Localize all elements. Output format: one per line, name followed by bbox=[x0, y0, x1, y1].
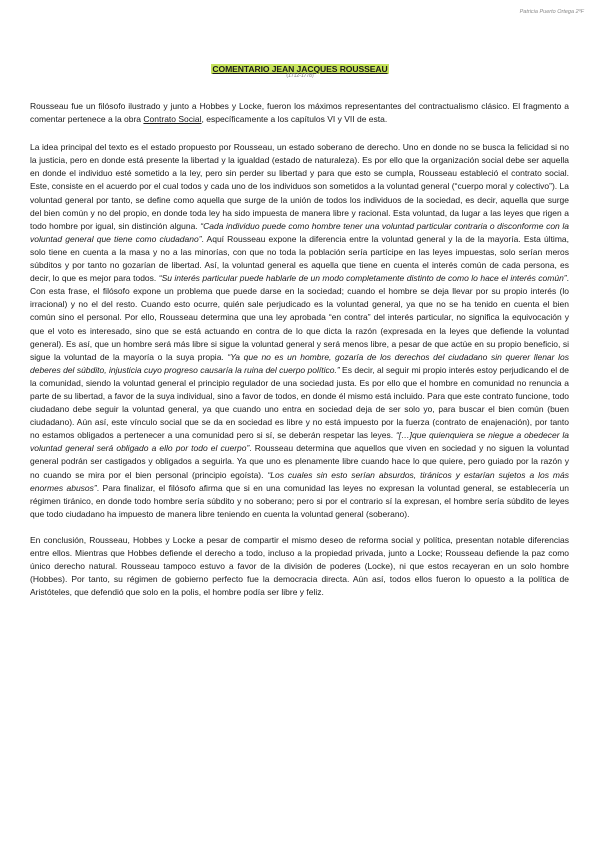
quote-3: “Ya que no es un hombre, gozaría de los derechos del ciudadano sin querer llenar los deberes del súbdito, injusticia cuyo progreso causaría la ruina del cuerpo político.” bbox=[30, 351, 569, 375]
main-text-4: Es decir, al seguir mi propio interés estoy perjudicando el de la comunidad, siendo la voluntad general el principio regulador de una sociedad justa. Es por ello que el hombre en comunidad no renuncia a parte de su libertad, a favor de la suya individual, sino a favor de todos, en donde él mismo está incluido. Para que este contrato funcione, todo ciudadano debe seguir la voluntad general, ya que cuando uno entra en sociedad deja de ser solo yo, para buscar el bien común (buen ciudadano). Aún así, este vínculo social que se da en sociedad es libre y no está impuesto por la fuerza (contrato de enajenación), por tanto no estamos obligados a pertenecer a una comunidad pero si sí, se deberán respetar las leyes. bbox=[30, 364, 570, 441]
quote-2: “Su interés particular puede hablarle de un modo completamente distinto de como lo hace el interés común” bbox=[158, 273, 567, 284]
main-text-2: . Aquí Rousseau expone la diferencia entre la voluntad general y la de la mayoría. Esta última, solo tiene en cuenta a la masa y no a las minorías, con que no toda la población sería partícipe en las leyes impuestas, solo serían meros súbditos y por tanto no gozarían de libertad. Así, la voluntad general es aquella que tiene en cuenta el interés común de cada persona, es decir, lo que es mejor para todos. bbox=[30, 233, 569, 284]
intro-text-2: , específicamente a los capítulos VI y VII de esta. bbox=[201, 114, 388, 125]
main-text-6: . Para finalizar, el filósofo afirma que si en una comunidad las leyes no expresan la voluntad general, se establecería un régimen tiránico, en donde todo hombre sería súbdito y no soberano; pero si por el contrario sí la expresan, el hombre sería súbdito de leyes que todo ciudadano ha impuesto de manera libre teniendo en cuenta la voluntad general (soberano). bbox=[30, 482, 569, 519]
intro-paragraph bbox=[30, 100, 569, 126]
main-text-5: . Rousseau determina que aquellos que viven en sociedad y no siguen la voluntad general podrán ser castigados y obligados a seguirla. Ya que uno es plenamente libre cuando hace lo que quiere, pero guiado por la razón y no cuando se mira por el bien personal (principio egoísta). bbox=[30, 443, 569, 480]
work-title: Contrato Social bbox=[143, 114, 202, 125]
life-dates: (1712-1778) bbox=[286, 73, 314, 79]
quote-5: “Los cuales sin esto serían absurdos, tiránicos y estarían sujetos a los más enormes abusos” bbox=[30, 469, 569, 493]
main-text-3: . Con esta frase, el filósofo expone un problema que puede darse en la sociedad; cuando el hombre se deja llevar por su propio interés (lo irracional) y no el del resto. Cuando esto ocurre, quién sale perjudicado es la voluntad general, ya que no se ha tenido en cuenta el bien común sino el personal. Por ello, Rousseau determina que una ley aprobada “en contra” del interés particular, no significa la equivocación y que el voto es interesado, sino que se está actuando en contra de lo que dicta la razón (expresada en la leyes que defiende la voluntad general). Es así, que un hombre será más libre si sigue la voluntad general y será menos libre, a pesar de que actúe en su propio beneficio, si sigue la voluntad de la mayoría o la suya propia. bbox=[30, 273, 570, 362]
conclusion-paragraph: En conclusión, Rousseau, Hobbes y Locke a pesar de compartir el mismo deseo de reforma social y política, presentan notable diferencias entre ellos. Mientras que Hobbes defiende el derecho a todo, incluso a la propiedad privada, junto a Locke; Rousseau defiende la paz como único derecho natural. Rousseau tampoco estuvo a favor de la división de poderes (Locke), ni que estos recayeran en un solo hombre (Hobbes). Por tanto, su régimen de gobierno perfecto fue la democracia directa. Aún así, todos ellos fueron lo opuesto a la política de Aristóteles, que defendió que solo en la polis, el hombre podía ser libre y feliz. bbox=[30, 534, 569, 598]
main-text-1: La idea principal del texto es el estado propuesto por Rousseau, un estado soberano de derecho. Uno en donde no se busca la felicidad si no la justicia, pero en donde está presente la libertad y la igualdad (estado de naturaleza). Es por ello que la organización social debe ser aquella en donde el individuo esté sometido a la ley, pero sin perder su libertad y para que esto se cumpla, Rousseau estableció el contrato social. Este, consiste en el acuerdo por el cual todos y cada uno de los individuos son sometidos a la voluntad general (“cuerpo moral y colectivo”). La voluntad general por tanto, se define como aquella que surge de la unión de todos los individuos de la sociedad, es decir, aquella que surge del bien común y no del propio, en donde toda ley ha sido impuesta de manera libre y racional. Esta voluntad, da lugar a las leyes que rigen a todo hombre por igual, sin distinción alguna. bbox=[30, 142, 569, 231]
quote-4: “[…]que quienquiera se niegue a obedecer la voluntad general será obligado a ello por todo el cuerpo” bbox=[30, 430, 569, 454]
main-paragraph bbox=[30, 141, 569, 521]
quote-1: “Cada individuo puede como hombre tener una voluntad particular contraria o disconforme con la voluntad general que tiene como ciudadano” bbox=[30, 220, 569, 244]
document-body bbox=[30, 100, 569, 613]
document-title: COMENTARIO JEAN JACQUES ROUSSEAU bbox=[212, 64, 388, 74]
author-header: Patricia Puerto Ortega 2ºF bbox=[519, 9, 584, 15]
intro-text-1: Rousseau fue un filósofo ilustrado y junto a Hobbes y Locke, fueron los máximos representantes del contractualismo clásico. El fragmento a comentar pertenece a la obra bbox=[30, 101, 569, 125]
